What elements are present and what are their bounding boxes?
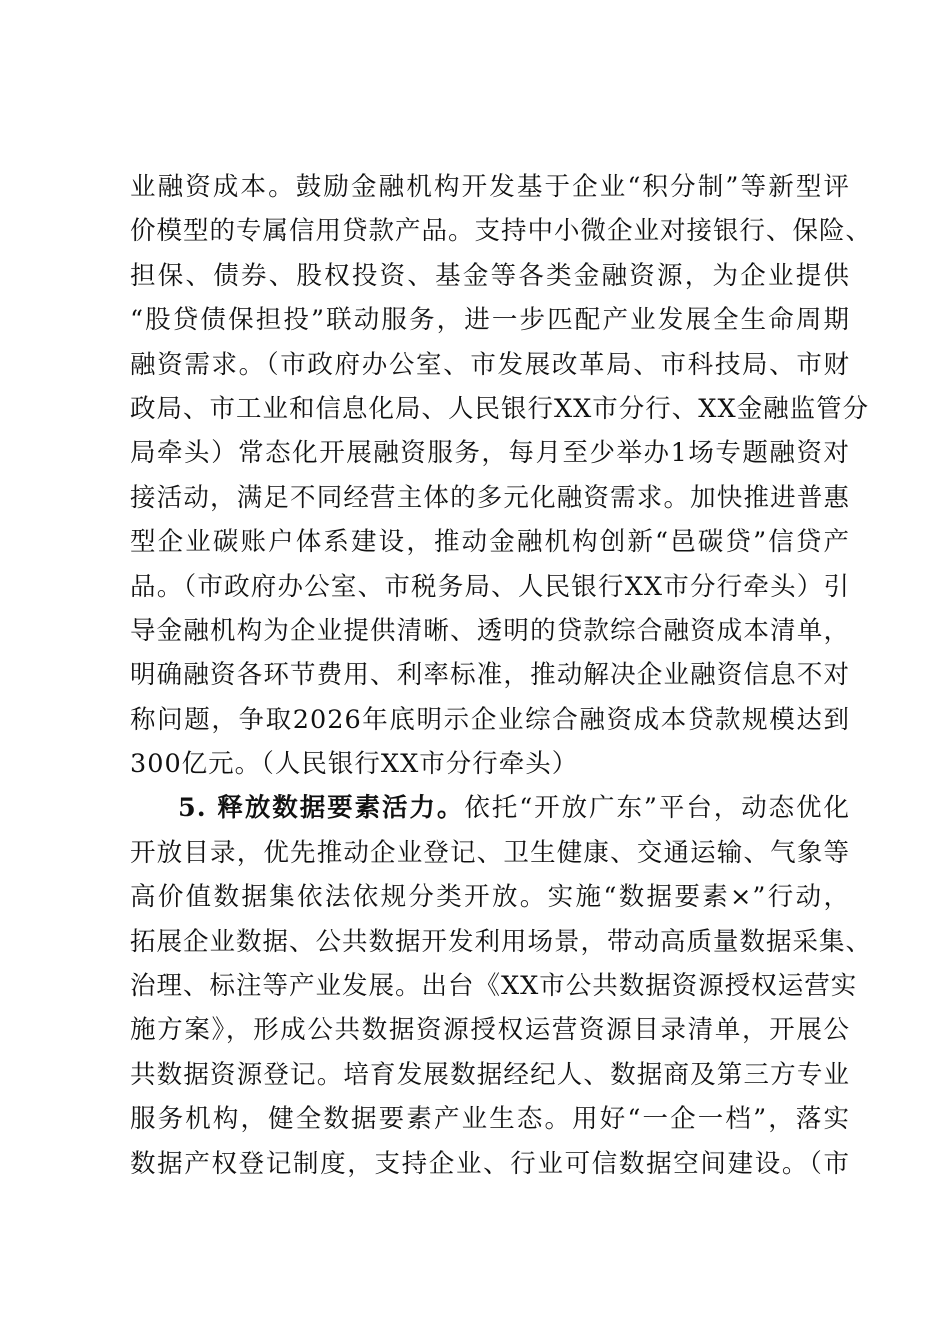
text-line: “股贷债保担投”联动服务，进一步匹配产业发展全生命周期: [130, 305, 850, 336]
text-line: 开放目录，优先推动企业登记、卫生健康、交通运输、气象等: [130, 837, 850, 868]
section-heading: 5. 释放数据要素活力。: [178, 793, 465, 824]
text-line: 治理、标注等产业发展。出台《XX市公共数据资源授权运营实: [130, 971, 858, 1002]
text-line: 数据产权登记制度，支持企业、行业可信数据空间建设。（市: [130, 1148, 850, 1179]
text-line: 共数据资源登记。培育发展数据经纪人、数据商及第三方专业: [130, 1059, 850, 1090]
text-line: 价模型的专属信用贷款产品。支持中小微企业对接银行、保险、: [130, 216, 873, 247]
text-line: 政局、市工业和信息化局、人民银行XX市分行、XX金融监管分: [130, 393, 870, 424]
text-line: 拓展企业数据、公共数据开发利用场景，带动高质量数据采集、: [130, 926, 873, 957]
text-line: 高价值数据集依法依规分类开放。实施“数据要素×”行动，: [130, 882, 850, 913]
text-line: 融资需求。（市政府办公室、市发展改革局、市科技局、市财: [130, 349, 850, 380]
document-body: [130, 165, 873, 1186]
text-line: 导金融机构为企业提供清晰、透明的贷款综合融资成本清单，: [130, 615, 850, 646]
text-line: 服务机构，健全数据要素产业生态。用好“一企一档”，落实: [130, 1104, 850, 1135]
text-line: 300亿元。（人民银行XX市分行牵头）: [130, 749, 579, 780]
text-line: 担保、债券、股权投资、基金等各类金融资源，为企业提供: [130, 260, 850, 291]
text-line: 局牵头）常态化开展融资服务，每月至少举办1场专题融资对: [130, 438, 850, 469]
heading-line-text: 依托“开放广东”平台，动态优化: [464, 793, 850, 824]
text-line: 施方案》，形成公共数据资源授权运营资源目录清单，开展公: [130, 1015, 850, 1046]
text-line: 称问题，争取2026年底明示企业综合融资成本贷款规模达到: [130, 704, 850, 735]
text-line: 品。（市政府办公室、市税务局、人民银行XX市分行牵头）引: [130, 571, 850, 602]
text-line: 型企业碳账户体系建设，推动金融机构创新“邑碳贷”信贷产: [130, 527, 850, 558]
text-line: 业融资成本。鼓励金融机构开发基于企业“积分制”等新型评: [130, 172, 850, 202]
text-line: 明确融资各环节费用、利率标准，推动解决企业融资信息不对: [130, 660, 850, 691]
section-heading-line: [130, 786, 850, 830]
text-line: 接活动，满足不同经营主体的多元化融资需求。加快推进普惠: [130, 482, 850, 513]
